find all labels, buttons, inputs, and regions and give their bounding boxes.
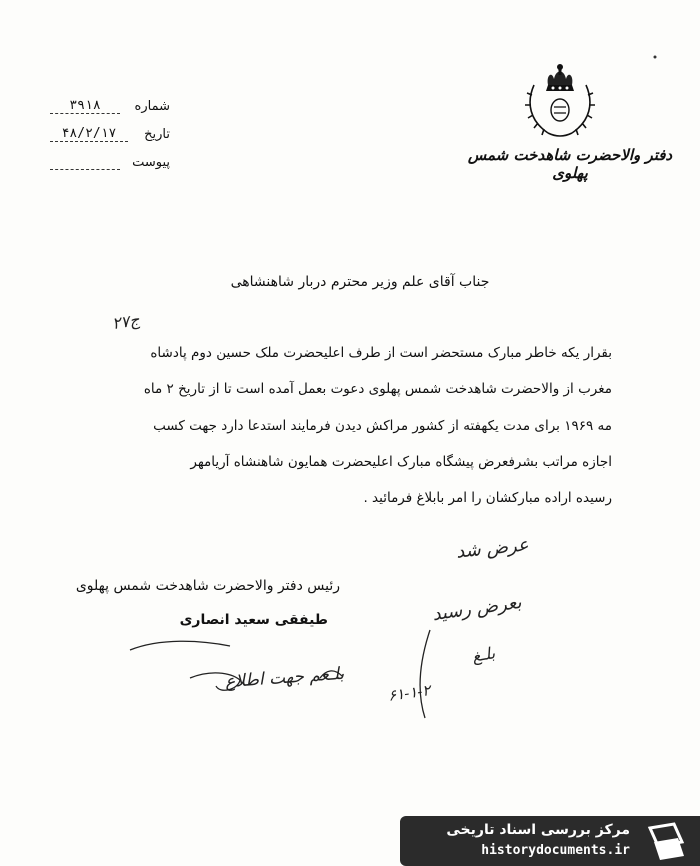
- office-name: دفتر والاحضرت شاهدخت شمس پهلوی: [467, 146, 673, 182]
- reference-block: [50, 92, 170, 170]
- letter-body: [92, 345, 612, 526]
- signature-title: رئیس دفتر والاحضرت شاهدخت شمس پهلوی: [75, 578, 340, 594]
- handwritten-note: بلـعم جهت اطلاع: [224, 663, 345, 693]
- date-value: ۴۸/۲/۱۷: [50, 126, 128, 142]
- watermark-name: مرکز بررسی اسناد تاریخی: [446, 822, 630, 838]
- handwritten-strokes: [120, 620, 480, 730]
- handwritten-date: ۶۱-۱-۲: [386, 681, 432, 705]
- date-label: تاریخ: [144, 127, 170, 142]
- body-line: اجازه مراتب بشرفعرض پیشگاه مبارک اعلیحضرت همایون شاهنشاه آریامهر: [190, 454, 612, 470]
- handwritten-note: عرض شد: [455, 534, 530, 563]
- top-right-mark: [652, 45, 658, 51]
- attachment-label: پیوست: [132, 155, 170, 170]
- body-line: بقرار یکه خاطر مبارک مستحضر است از طرف اعلیحضرت ملک حسین دوم پادشاه: [150, 345, 612, 361]
- archive-watermark: [400, 816, 700, 866]
- number-value: ۳۹۱۸: [50, 98, 120, 114]
- number-label: شماره: [134, 99, 170, 114]
- crown-emblem-icon: [520, 55, 600, 140]
- margin-note: ۲۷ج: [110, 309, 141, 334]
- watermark-url: historydocuments.ir: [481, 843, 630, 858]
- salutation: جناب آقای علم وزیر محترم دربار شاهنشاهی: [230, 274, 490, 290]
- body-line: رسیده اراده مبارکشان را امر بابلاغ فرمائید .: [363, 490, 612, 506]
- body-line: مغرب از والاحضرت شاهدخت شمس پهلوی دعوت بعمل آمده است تا از تاریخ ۲ ماه: [143, 381, 612, 397]
- handwritten-note: بعرض رسید: [430, 591, 523, 626]
- archive-logo-icon: [644, 822, 688, 862]
- attachment-line: [50, 168, 120, 170]
- handwritten-note: بلـغ: [470, 643, 497, 666]
- signature-name: طیفقی سعید انصاری: [179, 612, 328, 628]
- body-line: مه ۱۹۶۹ برای مدت یکهفته از کشور مراکش دیدن فرمایند استدعا دارد جهت کسب: [153, 418, 612, 434]
